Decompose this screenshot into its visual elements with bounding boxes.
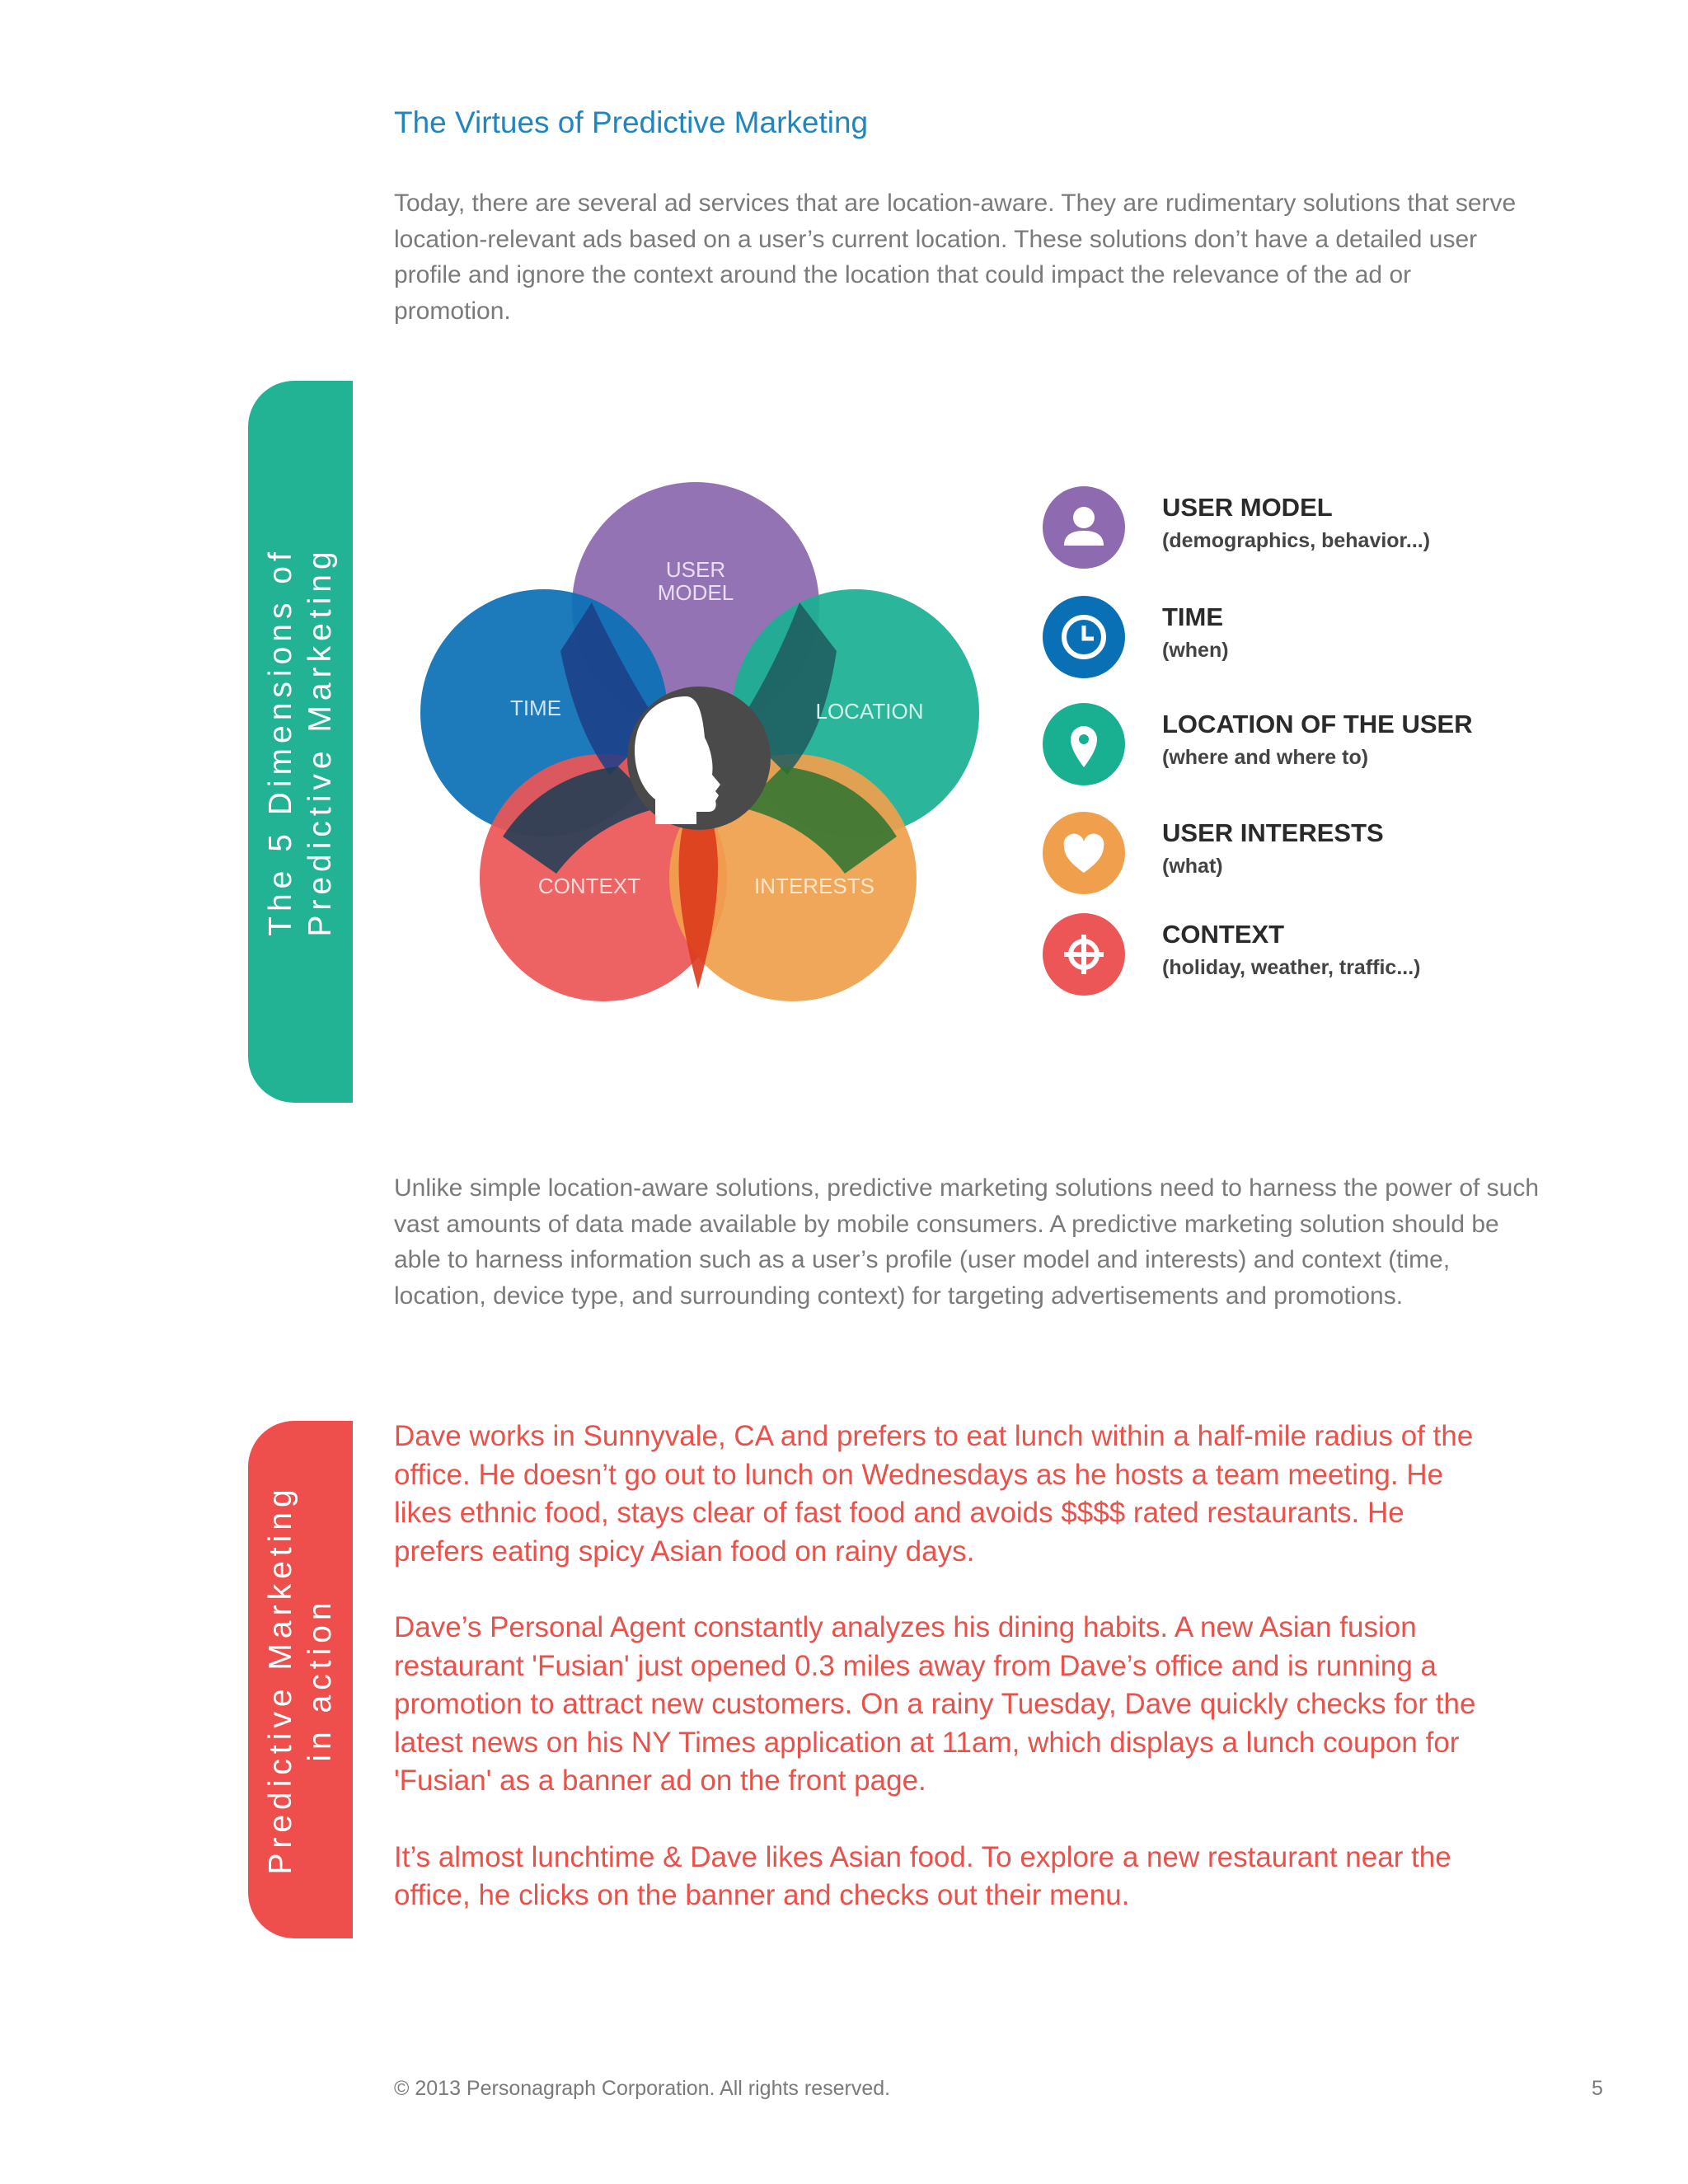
legend-item-context: CONTEXT (holiday, weather, traffic...) — [1043, 913, 1537, 1004]
heart-icon — [1043, 812, 1125, 894]
venn-diagram — [412, 462, 1006, 1022]
location-pin-icon — [1043, 703, 1125, 785]
venn-label-time: TIME — [509, 696, 562, 720]
venn-label-user-model-2: MODEL — [657, 580, 734, 605]
user-icon — [1043, 486, 1125, 569]
story-paragraph-1: Dave works in Sunnyvale, CA and prefers to eat lunch within a half-mile radius of the office. He doesn’t go out to lunch on Wednesdays as he hosts a team meeting. He likes ethnic food, stays clear of fast food and avoids $$$$ rated restaurants. He prefers eating spicy Asian food on rainy days. — [394, 1420, 1474, 1568]
section-tab-in-action — [248, 1421, 353, 1938]
page-number: 5 — [1592, 2077, 1603, 2100]
venn-label-interests: INTERESTS — [754, 874, 874, 898]
story-section — [394, 1418, 1482, 1953]
clock-icon — [1043, 596, 1125, 678]
copyright-footer: © 2013 Personagraph Corporation. All rights reserved. — [394, 2077, 891, 2100]
intro-paragraph: Today, there are several ad services that are location-aware. They are rudimentary solutions that serve location-relevant ads based on a user’s current location. These solutions don’t have a detailed user profile and ignore the context around the location that could impact the relevance of the ad or promotion. — [394, 190, 1517, 325]
section-tab-in-action-label: Predictive Marketing in action — [262, 1484, 338, 1875]
legend-item-user-model: USER MODEL (demographics, behavior...) — [1043, 486, 1537, 577]
section-tab-dimensions — [248, 381, 353, 1103]
crosshair-icon — [1043, 913, 1125, 996]
legend-item-interests: USER INTERESTS (what) — [1043, 812, 1537, 902]
story-paragraph-2: Dave’s Personal Agent constantly analyzes his dining habits. A new Asian fusion restaurant 'Fusian' just opened 0.3 miles away from Dave’s office and is running a promotion to attract new customers. On a rainy Tuesday, Dave quickly checks for the latest news on his NY Times application at 11am, which displays a lunch coupon for 'Fusian' as a banner ad on the front page. — [394, 1611, 1476, 1797]
legend-item-time: TIME (when) — [1043, 596, 1537, 687]
venn-label-location: LOCATION — [815, 699, 924, 724]
section-tab-dimensions-label: The 5 Dimensions of Predictive Marketing — [262, 546, 338, 937]
after-paragraph: Unlike simple location-aware solutions, predictive marketing solutions need to harness the power of such vast amounts of data made available by mobile consumers. A predictive marketing solution should be able to harness information such as a user’s profile (user model and interests) and context (time, location, device type, and surrounding context) for targeting advertisements and promotions. — [394, 1174, 1540, 1310]
venn-label-context: CONTEXT — [537, 874, 641, 898]
venn-label-user-model: USER — [665, 557, 726, 582]
page-title: The Virtues of Predictive Marketing — [394, 105, 869, 139]
legend-item-location: LOCATION OF THE USER (where and where to) — [1043, 703, 1537, 794]
story-paragraph-3: It’s almost lunchtime & Dave likes Asian food. To explore a new restaurant near the office, he clicks on the banner and checks out their menu. — [394, 1840, 1451, 1911]
